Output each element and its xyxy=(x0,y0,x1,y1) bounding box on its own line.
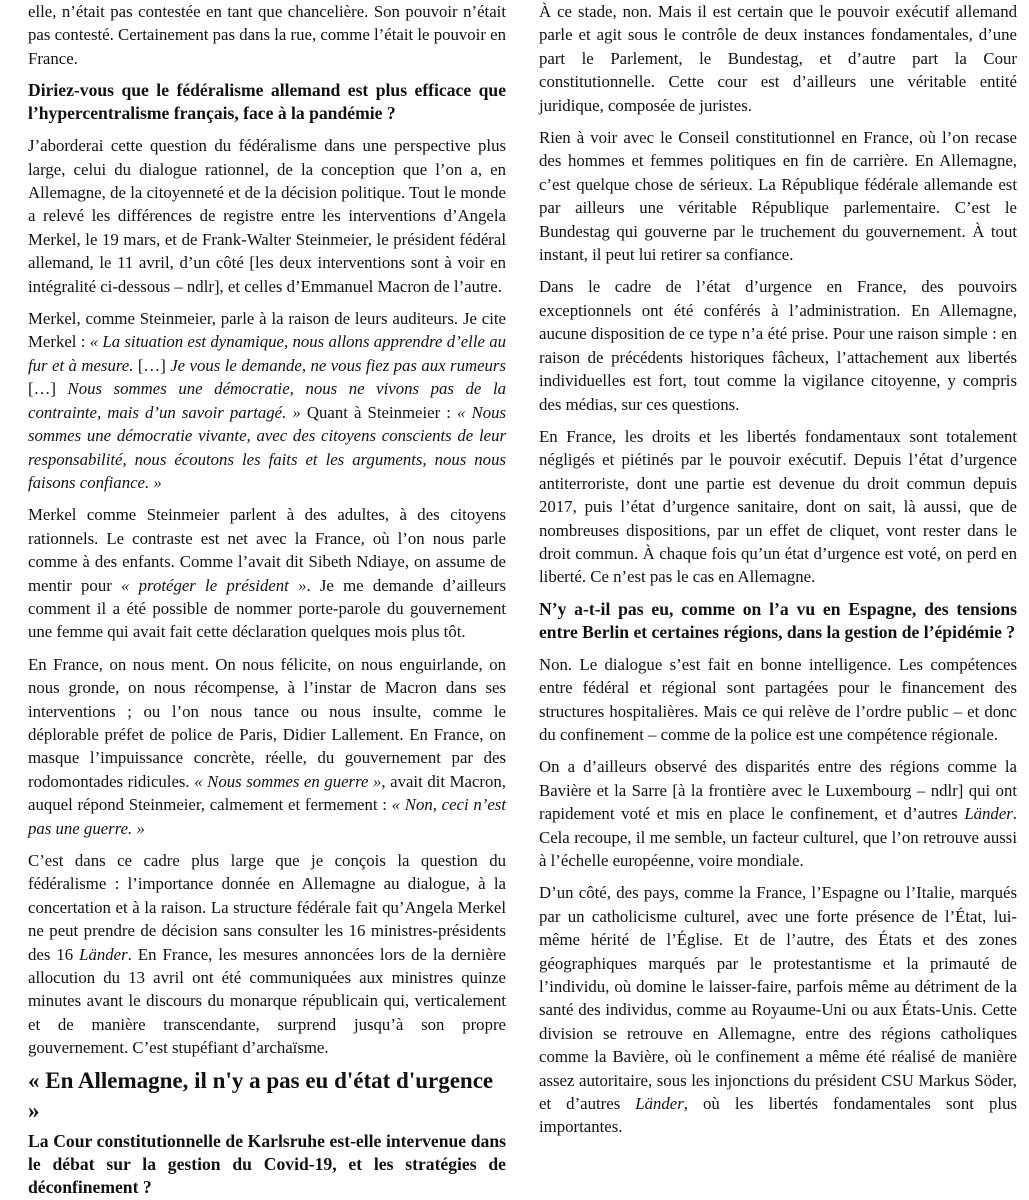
paragraph: Merkel, comme Steinmeier, parle à la raison de leurs auditeurs. Je cite Merkel : « La situation est dynamique, nous allons apprendre d’elle au fur et à mesure. […] Je vous le demande, ne vous fiez pas aux rumeurs […] Nous sommes une démocratie, nous ne vivons pas de la contrainte, mais d’un savoir partagé. » Quant à Steinmeier : « Nous sommes une démocratie vivante, avec des citoyens conscients de leur responsabilité, nous écoutons les faits et les arguments, nous nous faisons confiance. » xyxy=(28,309,507,492)
italic-term: Länder xyxy=(79,944,128,964)
paragraph: Merkel comme Steinmeier parlent à des adultes, à des citoyens rationnels. Le contraste est net avec la France, où l’on nous parle comme à des enfants. Comme l’avait dit Sibeth Ndiaye, on assume de mentir pour « protéger le président ». Je me demande d’ailleurs comment il a été possible de nommer porte-parole du gouvernement une femme qui avait fait cette déclaration quelques mois plus tôt. xyxy=(28,505,506,642)
paragraph: J’aborderai cette question du fédéralisme dans une perspective plus large, celui du dialogue rationnel, de la conception que l’on a, en Allemagne, de la citoyenneté et de la décision politique. Tout le monde a relevé les différences de registre entre les interventions d’Angela Merkel, le 19 mars, et de Frank-Walter Steinmeier, le président fédéral allemand, le 11 avril, d’un côté [les deux interventions sont à voir en intégralité ci-dessous – ndlr], et celles d’Emmanuel Macron de l’autre. xyxy=(28,136,506,296)
paragraph: En France, on nous ment. On nous félicite, on nous enguirlande, on nous gronde, on nous récompense, à l’instar de Macron dans ses interventions ; ou l’on nous tance ou nous insulte, comme le déplorable préfet de police de Paris, Didier Lallement. En France, on masque l’impuissance concrète, réelle, du gouvernement par des rodomontades ridicules. « Nous sommes en guerre », avait dit Macron, auquel répond Steinmeier, calmement et fermement : « Non, ceci n’est pas une guerre. » xyxy=(28,654,506,838)
quote: « Non, ceci n’est pas une guerre. » xyxy=(28,795,506,838)
quote: Nous sommes une démocratie, nous ne vivons pas de la contrainte, mais d’un savoir partagé. » xyxy=(28,379,506,422)
paragraph: D’un côté, des pays, comme la France, l’Espagne ou l’Italie, marqués par un catholicisme culturel, avec une forte présence de l’État, lui-même hérité de l’Église. Et de l’autre, des États et des zones géographiques marqués par le protestantisme et la primauté de l’individu, où domine le laisser-faire, parfois même au détriment de la santé des individus, comme au Royaume-Uni ou aux États-Unis. Cette division se retrouve en Allemagne, entre des régions catholiques comme la Bavière, où le confinement a même été réalisé de manière assez autoritaire, sous les injonctions du président CSU Markus Söder, et d’autres Länder, où les libertés fondamentales sont plus importantes. xyxy=(539,883,1017,1137)
left-column xyxy=(28,0,506,1199)
italic-term: Länder xyxy=(635,1094,684,1114)
quote: « Nous sommes une démocratie vivante, avec des citoyens conscients de leur responsabilité, nous écoutons les faits et les arguments, nous nous faisons confiance. » xyxy=(28,402,507,492)
quote: « Nous sommes en guerre » xyxy=(194,771,382,791)
paragraph: Rien à voir avec le Conseil constitutionnel en France, où l’on recase des hommes et femmes politiques en fin de carrière. En Allemagne, c’est quelque chose de sérieux. La République fédérale allemande est par ailleurs une véritable République parlementaire. C’est le Bundestag qui gouverne par le truchement du gouvernement. À tout instant, il peut lui retirer sa confiance. xyxy=(539,128,1017,265)
paragraph: On a d’ailleurs observé des disparités entre des régions comme la Bavière et la Sarre [à la frontière avec le Luxembourg – ndlr] qui ont rapidement voté et mis en place le confinement, et d’autres Länder. Cela recoupe, il me semble, un facteur culturel, que l’on retrouve aussi à l’échelle européenne, voire mondiale. xyxy=(539,757,1017,870)
quote: Je vous le demande, ne vous fiez pas aux rumeurs xyxy=(170,355,506,375)
italic-term: Länder xyxy=(964,804,1013,824)
interview-question: La Cour constitutionnelle de Karlsruhe est-elle intervenue dans le débat sur la gestion du Covid-19, et les stratégies de déconfinement ? xyxy=(28,1130,506,1197)
paragraph: C’est dans ce cadre plus large que je conçois la question du fédéralisme : l’importance donnée en Allemagne au dialogue, à la concertation et à la raison. La structure fédérale fait qu’Angela Merkel ne peut prendre de décision sans consulter les 16 ministres-présidents des 16 Länder. En France, les mesures annoncées lors de la dernière allocution du 13 avril ont été communiquées aux ministres quinze minutes avant le discours du monarque républicain qui, verticalement et de manière transcendante, surprend jusqu’à son propre gouvernement. C’est stupéfiant d’archaïsme. xyxy=(28,851,506,1058)
paragraph: À ce stade, non. Mais il est certain que le pouvoir exécutif allemand parle et agit sous le contrôle de deux instances fondamentales, d’une part le Parlement, le Bundestag, et d’autre part la Cour constitutionnelle. Cette cour est d’ailleurs une véritable entité juridique, composée de juristes. xyxy=(539,2,1017,115)
interview-question: Diriez-vous que le fédéralisme allemand est plus efficace que l’hypercentralisme français, face à la pandémie ? xyxy=(28,80,506,124)
section-heading: « En Allemagne, il n'y a pas eu d'état d'urgence » xyxy=(28,1067,494,1123)
paragraph: Non. Le dialogue s’est fait en bonne intelligence. Les compétences entre fédéral et régional sont partagées pour le financement des structures hospitalières. Mais ce qui relève de l’ordre public – et donc du confinement – comme de la police est une compétence régionale. xyxy=(539,654,1017,744)
paragraph: Dans le cadre de l’état d’urgence en France, des pouvoirs exceptionnels ont été conférés à l’administration. En Allemagne, aucune disposition de ce type n’a été prise. Pour une raison simple : en raison de précédents historiques fâcheux, l’attachement aux libertés individuelles est fort, tout comme la vigilance citoyenne, y compris des médias, sur ces questions. xyxy=(539,277,1017,414)
quote: « protéger le président » xyxy=(121,575,307,595)
right-column xyxy=(539,0,1017,1139)
paragraph: elle, n’était pas contestée en tant que chancelière. Son pouvoir n’était pas contesté. Certainement pas dans la rue, comme l’était le pouvoir en France. xyxy=(28,2,506,68)
paragraph: En France, les droits et les libertés fondamentaux sont totalement négligés et piétinés par le pouvoir exécutif. Depuis l’état d’urgence antiterroriste, dont une partie est devenue du droit commun depuis 2017, puis l’état d’urgence sanitaire, dont on sait, là aussi, que de nombreuses dispositions, par un effet de cliquet, vont rester dans le droit commun. À chaque fois qu’un état d’urgence est voté, on perd en liberté. Ce n’est pas le cas en Allemagne. xyxy=(539,426,1017,587)
interview-question: N’y a-t-il pas eu, comme on l’a vu en Espagne, des tensions entre Berlin et certaines régions, dans la gestion de l’épidémie ? xyxy=(539,598,1017,642)
quote: « La situation est dynamique, nous allons apprendre d’elle au fur et à mesure. xyxy=(28,332,506,375)
